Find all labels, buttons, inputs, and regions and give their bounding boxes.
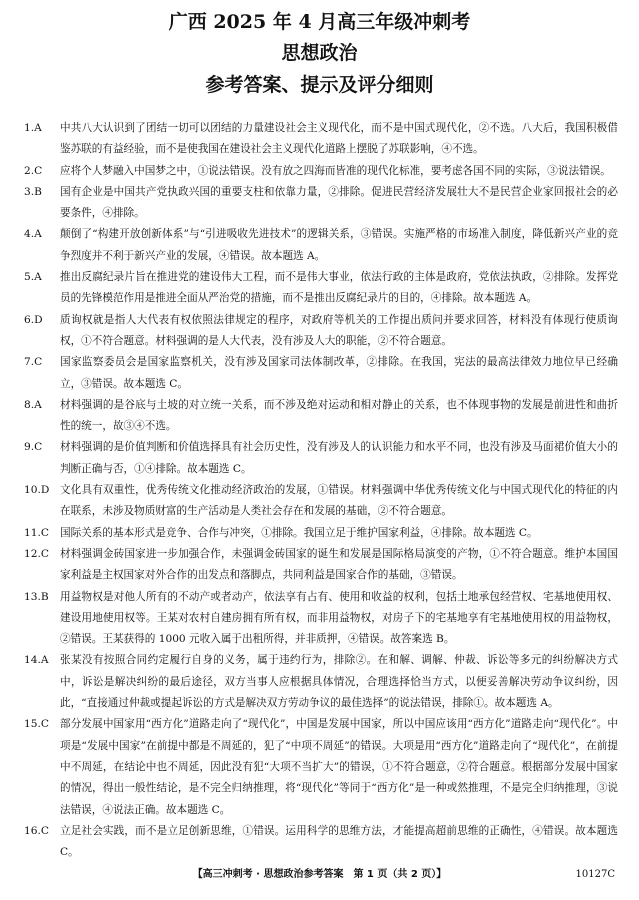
answer-number: 2.C	[24, 164, 43, 177]
answer-number: 9.C	[24, 441, 43, 454]
subject-title: 思想政治	[281, 42, 358, 64]
answer-number: 15.C	[24, 718, 49, 731]
answer-item	[24, 161, 618, 182]
answer-item	[24, 267, 618, 310]
answer-item	[24, 437, 618, 480]
footer-page-info: 【高三冲刺考 · 思想政治参考答案 第 1 页（共 2 页）】	[192, 869, 447, 880]
answer-list	[24, 118, 618, 863]
answer-item	[24, 714, 618, 820]
answer-number: 11.C	[24, 526, 49, 539]
answer-item	[24, 821, 618, 864]
answer-number: 3.B	[24, 185, 42, 198]
answer-number: 12.C	[24, 547, 49, 560]
answer-item	[24, 523, 618, 544]
answer-subtitle: 参考答案、提示及评分细则	[205, 74, 434, 96]
title-block	[0, 10, 639, 98]
answer-explanation: 文化具有双重性，优秀传统文化推动经济政治的发展，①错误。材料强调中华优秀传统文化与中国式现代化的特征的内在联系，未涉及物质财富的生产活动是人类社会存在和发展的基础，②不符合题意。	[60, 484, 618, 518]
exam-title: 广西 2025 年 4 月高三年级冲刺考	[168, 11, 471, 33]
footer-code: 10127C	[575, 869, 615, 880]
answer-explanation: 材料强调的是谷底与土坡的对立统一关系，而不涉及绝对运动和相对静止的关系，也不体现事物的发展是前进性和曲折性的统一，故③④不选。	[60, 398, 618, 433]
answer-number: 16.C	[24, 824, 49, 837]
answer-number: 1.A	[24, 122, 42, 134]
answer-number: 6.D	[24, 313, 43, 326]
answer-explanation: 部分发展中国家用“西方化”道路走向了“现代化”，中国是发展中国家，所以中国应该用“西方化”道路走向“现代化”。中项是“发展中国家”在前提中都是不周延的，犯了“中项不周延”的错误。大项是用“西方化”道路走向了“现代化”，在前提中不周延，在结论中也不周延，因此没有犯“大项不当扩大”的错误，①不符合题意，②符合题意。根据部分发展中国家的情况，得出一般性结论，是不完全归纳推理，将“现代化”等同于“西方化”是一种或然推理，不是完全归纳推理，③说法错误，④说法正确。故本题选 C。	[60, 718, 618, 816]
answer-explanation: 质询权就是指人大代表有权依照法律规定的程序，对政府等机关的工作提出质问并要求回答，材料没有体现行使质询权，①不符合题意。材料强调的是人大代表，没有涉及人大的职能，②不符合题意。	[60, 313, 618, 347]
answer-explanation: 应将个人梦融入中国梦之中，①说法错误。没有放之四海而皆准的现代化标准，要考虑各国不同的实际，③说法错误。	[60, 164, 611, 177]
answer-explanation: 张某没有按照合同约定履行自身的义务，属于违约行为，排除②。在和解、调解、仲裁、诉讼等多元的纠纷解决方式中，诉讼是解决纠纷的最后途径，双方当事人应根据具体情况，合理选择恰当方式，以便妥善解决劳动争议纠纷，因此，“直接通过仲裁或提起诉讼的方式是解决双方劳动争议的最佳选择”的说法错误，排除①。故本题选 A。	[60, 654, 618, 710]
answer-item	[24, 118, 618, 161]
answer-explanation: 国际关系的基本形式是竞争、合作与冲突，①排除。我国立足于维护国家利益，④排除。故本题选 C。	[60, 526, 538, 539]
answer-explanation: 材料强调的是价值判断和价值选择具有社会历史性，没有涉及人的认识能力和水平不同，也没有涉及马面裙价值大小的判断正确与否，①④排除。故本题选 C。	[60, 441, 618, 475]
answer-explanation: 颠倒了“构建开放创新体系”与“引进吸收先进技术”的逻辑关系，③错误。实施严格的市场准入制度，降低新兴产业的竞争烈度并不利于新兴产业的发展，④错误。故本题选 A。	[60, 228, 618, 262]
answer-item	[24, 310, 618, 353]
answer-explanation: 国家监察委员会是国家监察机关，没有涉及国家司法体制改革，②排除。在我国，宪法的最高法律效力地位早已经确立，③错误。故本题选 C。	[60, 356, 618, 390]
answer-number: 14.A	[24, 654, 49, 667]
answer-item	[24, 182, 618, 225]
answer-item	[24, 480, 618, 523]
answer-number: 13.B	[24, 590, 49, 603]
answer-number: 4.A	[24, 228, 42, 241]
answer-item	[24, 587, 618, 651]
answer-number: 5.A	[24, 271, 42, 284]
answer-item	[24, 650, 618, 714]
answer-explanation: 推出反腐纪录片旨在推进党的建设伟大工程，而不是伟大事业，依法行政的主体是政府，党依法执政，②排除。发挥党员的先锋模范作用是推进全面从严治党的措施，而不是推出反腐纪录片的目的，④排除。故本题选 A。	[60, 271, 618, 305]
answer-item	[24, 544, 618, 587]
answer-explanation: 材料强调金砖国家进一步加强合作，未强调金砖国家的诞生和发展是国际格局演变的产物，①不符合题意。维护本国国家利益是主权国家对外合作的出发点和落脚点，共同利益是国家合作的基础，③错误。	[60, 547, 618, 582]
answer-number: 10.D	[24, 484, 50, 497]
answer-explanation: 立足社会实践，而不是立足创新思维，①错误。运用科学的思维方法，才能提高超前思维的正确性，④错误。故本题选 C。	[60, 824, 618, 859]
answer-number: 7.C	[24, 356, 43, 369]
answer-item	[24, 395, 618, 438]
answer-item	[24, 352, 618, 395]
answer-number: 8.A	[24, 398, 42, 411]
answer-explanation: 用益物权是对他人所有的不动产或者动产，依法享有占有、使用和收益的权利，包括土地承包经营权、宅基地使用权、建设用地使用权等。王某对农村自建房拥有所有权，而非用益物权，对房子下的宅基地享有宅基地使用权的用益物权，②错误。王某获得的 1000 元收入属于出租所得，并非质押，④错误。故答案选 B。	[60, 590, 618, 646]
answer-explanation: 国有企业是中国共产党执政兴国的重要支柱和依靠力量，②排除。促进民营经济发展壮大不是民营企业家回报社会的必要条件，④排除。	[60, 185, 618, 220]
answer-explanation: 中共八大认识到了团结一切可以团结的力量建设社会主义现代化，而不是中国式现代化，②不选。八大后，我国积极借鉴苏联的有益经验，而不是使我国在建设社会主义现代化道路上摆脱了苏联影响，④不选。	[60, 122, 618, 156]
answer-item	[24, 224, 618, 267]
